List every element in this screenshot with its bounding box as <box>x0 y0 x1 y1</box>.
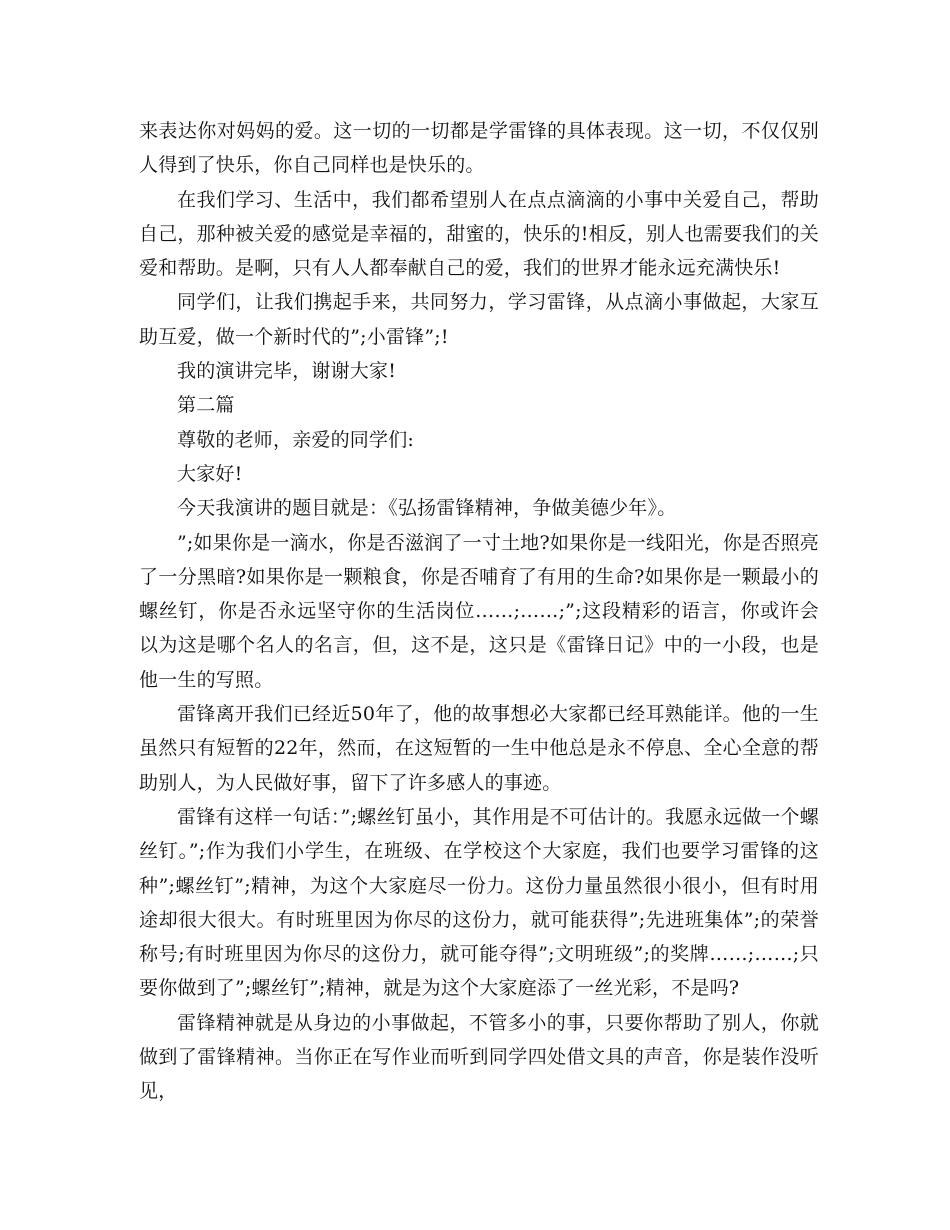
speech-topic: 今天我演讲的题目就是：《弘扬雷锋精神，争做美德少年》。 <box>177 497 677 520</box>
greeting: 大家好! <box>177 462 243 485</box>
speech-text <box>139 114 819 1109</box>
paragraph: 同学们，让我们携起手来，共同努力，学习雷锋，从点滴小事做起，大家互助互爱，做一个新时代的”;小雷锋”;! <box>139 291 819 348</box>
paragraph: 我的演讲完毕，谢谢大家! <box>177 360 397 383</box>
section-heading: 第二篇 <box>177 394 235 417</box>
paragraph: 来表达你对妈妈的爱。这一切的一切都是学雷锋的具体表现。这一切，不仅仅别人得到了快乐，你自己同样也是快乐的。 <box>139 120 819 177</box>
salutation: 尊敬的老师，亲爱的同学们: <box>177 428 415 451</box>
paragraph: 在我们学习、生活中，我们都希望别人在点点滴滴的小事中关爱自己，帮助自己，那种被关爱的感觉是幸福的，甜蜜的，快乐的!相反，别人也需要我们的关爱和帮助。是啊，只有人人都奉献自己的爱，我们的世界才能永远充满快乐! <box>139 188 819 280</box>
paragraph: 雷锋离开我们已经近50年了，他的故事想必大家都已经耳熟能详。他的一生虽然只有短暂的22年，然而，在这短暂的一生中他总是永不停息、全心全意的帮助别人，为人民做好事，留下了许多感人的事迹。 <box>139 703 819 794</box>
paragraph: 雷锋有这样一句话：”;螺丝钉虽小，其作用是不可估计的。我愿永远做一个螺丝钉。”;作为我们小学生，在班级、在学校这个大家庭，我们也要学习雷锋的这种”;螺丝钉”;精神，为这个大家庭尽一份力。这份力量虽然很小很小，但有时用途却很大很大。有时班里因为你尽的这份力，就可能获得”;先进班集体”;的荣誉称号;有时班里因为你尽的这份力，就可能夺得”;文明班级”;的奖牌……;……;只要你做到了”;螺丝钉”;精神，就是为这个大家庭添了一丝光彩，不是吗? <box>139 805 819 1000</box>
paragraph: ”;如果你是一滴水，你是否滋润了一寸土地?如果你是一线阳光，你是否照亮了一分黑暗?如果你是一颗粮食，你是否哺育了有用的生命?如果你是一颗最小的螺丝钉，你是否永远坚守你的生活岗位……;……;”;这段精彩的语言，你或许会以为这是哪个名人的名言，但，这不是，这只是《雷锋日记》中的一小段，也是他一生的写照。 <box>139 531 819 691</box>
paragraph: 雷锋精神就是从身边的小事做起，不管多小的事，只要你帮助了别人，你就做到了雷锋精神。当你正在写作业而听到同学四处借文具的声音，你是装作没听见， <box>139 1011 819 1103</box>
